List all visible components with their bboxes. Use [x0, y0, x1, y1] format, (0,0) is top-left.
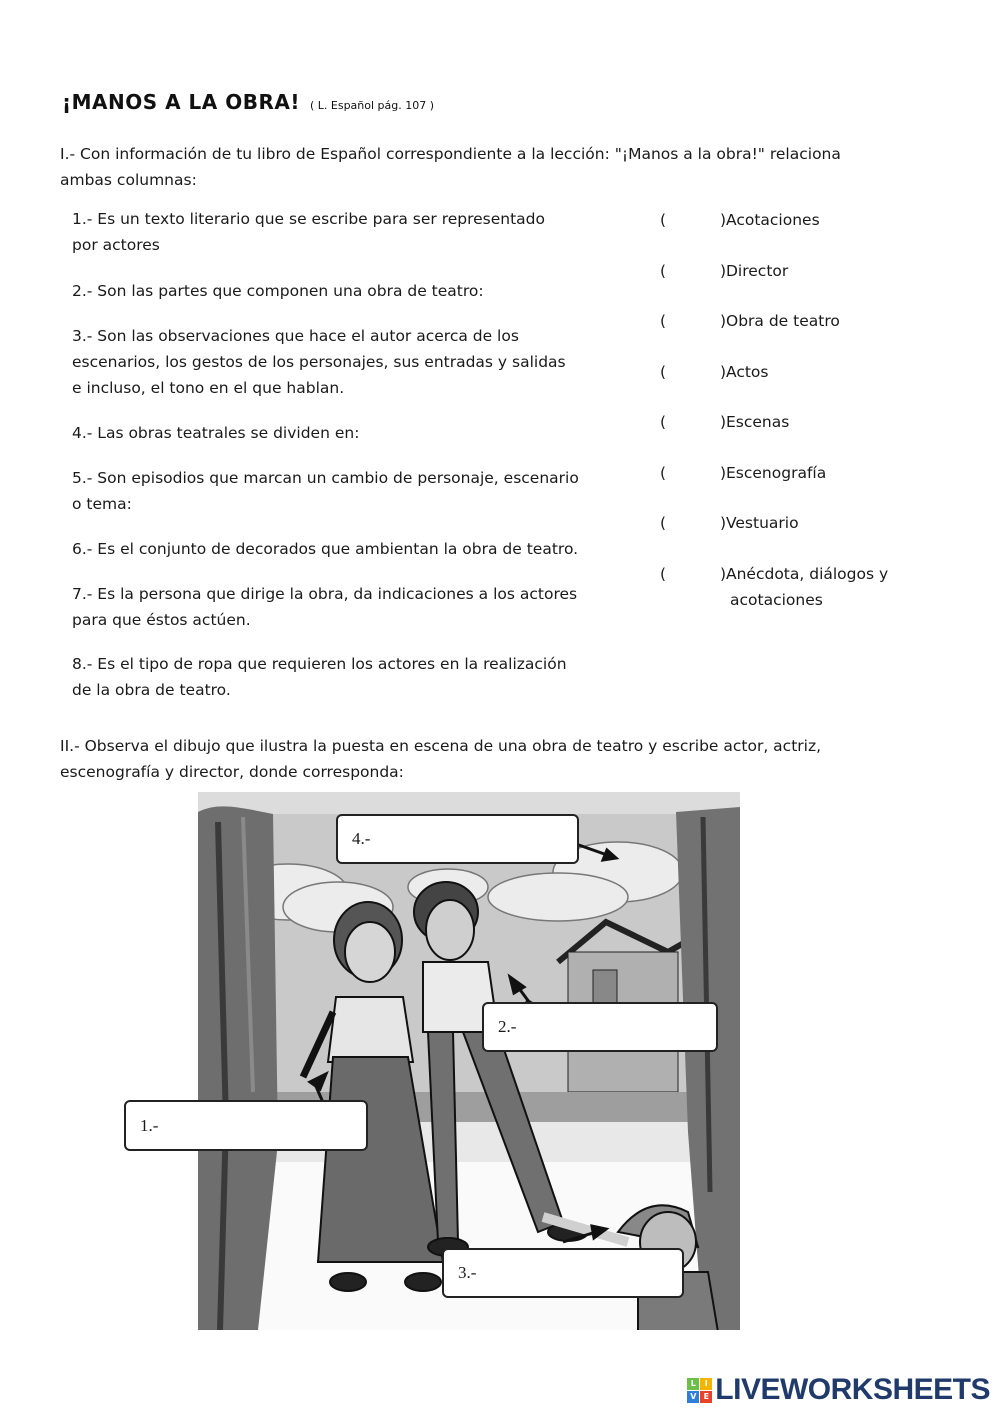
question-text: 4.- Las obras teatrales se dividen en: [72, 424, 360, 442]
answer-slot[interactable] [660, 460, 726, 486]
option-label: Escenas [726, 413, 790, 431]
answer-slot[interactable] [660, 258, 726, 284]
question-text: 5.- Son episodios que marcan un cambio de personaje, escenario [72, 469, 579, 487]
option-label [726, 561, 926, 613]
question-text: 1.- Es un texto literario que se escribe para ser representado [72, 210, 545, 228]
question-7 [72, 581, 632, 633]
option-row [660, 207, 926, 233]
close-paren: ) [719, 211, 726, 229]
option-label-line: Anécdota, diálogos y [726, 565, 889, 583]
question-text: escenarios, los gestos de los personajes, sus entradas y salidas [72, 353, 566, 371]
option-row [660, 460, 926, 486]
question-text: 6.- Es el conjunto de decorados que ambientan la obra de teatro. [72, 540, 579, 558]
option-label: Obra de teatro [726, 312, 840, 330]
question-text: 3.- Son las observaciones que hace el autor acerca de los [72, 327, 519, 345]
option-row [660, 409, 926, 435]
answer-slot[interactable] [660, 510, 726, 536]
answer-box-1[interactable] [124, 1100, 368, 1151]
close-paren: ) [719, 312, 726, 330]
answer-slot[interactable] [660, 409, 726, 435]
close-paren: ) [719, 363, 726, 381]
answer-input[interactable] [672, 359, 714, 385]
option-row [660, 308, 926, 334]
close-paren: ) [719, 413, 726, 431]
book-reference: ( L. Español pág. 107 ) [309, 99, 435, 112]
answer-input[interactable] [672, 308, 714, 334]
answer-input[interactable] [672, 409, 714, 435]
question-text: por actores [72, 236, 160, 254]
option-row [660, 258, 926, 284]
question-3 [72, 323, 632, 401]
answer-input[interactable] [672, 561, 714, 613]
brand-name: LIVEWORKSHEETS [715, 1373, 990, 1406]
question-text: de la obra de teatro. [72, 681, 231, 699]
answer-input-4[interactable] [370, 820, 581, 859]
question-8 [72, 651, 632, 703]
open-paren: ( [660, 565, 667, 583]
question-1 [72, 206, 632, 258]
answer-input[interactable] [672, 460, 714, 486]
answer-input[interactable] [672, 258, 714, 284]
answer-input-1[interactable] [158, 1106, 369, 1146]
option-row [660, 359, 926, 385]
option-label: Director [726, 262, 789, 280]
answer-input-3[interactable] [476, 1254, 687, 1293]
logo-letter: E [700, 1391, 712, 1403]
answer-slot[interactable] [660, 308, 726, 334]
question-4 [72, 420, 632, 446]
box-number: 2.- [498, 1017, 517, 1036]
question-text: 8.- Es el tipo de ropa que requieren los actores en la realización [72, 655, 567, 673]
open-paren: ( [660, 211, 667, 229]
open-paren: ( [660, 363, 667, 381]
question-text: 2.- Son las partes que componen una obra de teatro: [72, 282, 484, 300]
open-paren: ( [660, 312, 667, 330]
theater-scene-illustration [140, 792, 740, 1330]
box-number: 1.- [140, 1115, 159, 1135]
close-paren: ) [719, 565, 726, 583]
question-text: o tema: [72, 495, 132, 513]
close-paren: ) [719, 262, 726, 280]
worksheet-title [62, 90, 434, 114]
option-row [660, 561, 926, 613]
answer-input[interactable] [672, 207, 714, 233]
title-text: ¡MANOS A LA OBRA! [62, 90, 300, 114]
logo-letter: V [687, 1391, 699, 1403]
option-label: Actos [726, 363, 769, 381]
answer-box-3[interactable] [442, 1248, 684, 1298]
liveworksheets-logo [687, 1373, 990, 1407]
instruction-line: escenografía y director, donde corresponda: [60, 763, 404, 781]
open-paren: ( [660, 514, 667, 532]
question-6 [72, 536, 632, 562]
answer-slot[interactable] [660, 207, 726, 233]
section-1-instruction [60, 141, 960, 193]
close-paren: ) [719, 464, 726, 482]
open-paren: ( [660, 464, 667, 482]
option-row [660, 510, 926, 536]
close-paren: ) [719, 514, 726, 532]
logo-letter: L [687, 1378, 699, 1390]
answer-slot[interactable] [660, 359, 726, 385]
question-text: 7.- Es la persona que dirige la obra, da indicaciones a los actores [72, 585, 578, 603]
question-text: e incluso, el tono en el que hablan. [72, 379, 345, 397]
instruction-line: II.- Observa el dibujo que ilustra la puesta en escena de una obra de teatro y escribe actor, actriz, [60, 737, 822, 755]
instruction-line: ambas columnas: [60, 171, 197, 189]
option-label: Acotaciones [726, 211, 820, 229]
option-label-line: acotaciones [730, 591, 823, 609]
answer-box-2[interactable] [482, 1002, 718, 1052]
logo-icon [687, 1378, 712, 1403]
question-2 [72, 278, 632, 304]
box-number: 3.- [458, 1263, 477, 1282]
instruction-line: I.- Con información de tu libro de Español correspondiente a la lección: "¡Manos a la obra!" relaciona [60, 145, 841, 163]
option-label: Escenografía [726, 464, 827, 482]
question-5 [72, 465, 632, 517]
open-paren: ( [660, 262, 667, 280]
question-text: para que éstos actúen. [72, 611, 251, 629]
answer-box-4[interactable] [336, 814, 579, 864]
logo-letter: I [700, 1378, 712, 1390]
answer-input[interactable] [672, 510, 714, 536]
answer-input-2[interactable] [516, 1008, 727, 1047]
option-label: Vestuario [726, 514, 799, 532]
open-paren: ( [660, 413, 667, 431]
box-number: 4.- [352, 829, 371, 848]
section-2-instruction [60, 733, 980, 785]
answer-slot[interactable] [660, 561, 726, 613]
